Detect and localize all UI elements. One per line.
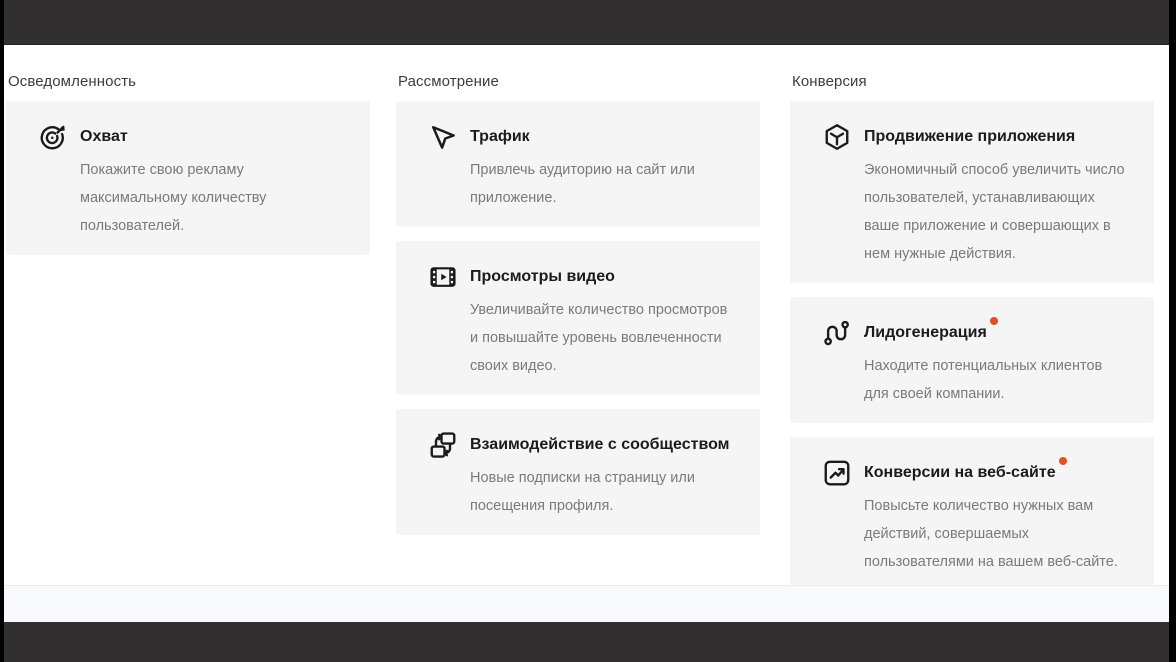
card-description: Увеличивайте количество просмотров и повышайте уровень вовлеченности своих видео. [470,302,728,374]
card-title: Продвижение приложения [864,128,1076,145]
objective-card-reach[interactable] [6,101,370,255]
app-promotion-icon [822,122,852,152]
card-title: Просмотры видео [470,268,615,285]
column-header-consideration: Рассмотрение [398,73,499,90]
card-head [428,430,734,460]
footer-strip [0,585,1176,622]
card-head [38,122,344,152]
card-title: Взаимодействие с сообществом [470,436,730,453]
new-badge-dot [990,317,998,325]
objective-card-traffic[interactable] [396,101,760,227]
objective-column-conversion [790,45,1154,605]
card-title: Охват [80,128,128,145]
card-head [822,122,1128,152]
card-description: Экономичный способ увеличить число пользователей, устанавливающих ваше приложение и совершающих в нем нужные действия. [864,162,1125,262]
card-head [428,122,734,152]
objective-column-consideration [396,45,760,549]
card-description: Повысьте количество нужных вам действий, совершаемых пользователями на вашем веб-сайте. [864,498,1118,570]
bottom-dark-bar [0,622,1176,662]
left-letterbox [0,0,4,662]
new-badge-dot [1059,457,1067,465]
card-head [428,262,734,292]
objective-card-community-interaction[interactable] [396,409,760,535]
objective-card-website-conversions[interactable] [790,437,1154,591]
objective-card-app-promotion[interactable] [790,101,1154,283]
reach-target-icon [38,122,68,152]
card-description: Находите потенциальных клиентов для своей компании. [864,358,1103,402]
top-dark-bar [0,0,1176,45]
card-title: Конверсии на веб-сайте [864,462,1067,484]
lead-generation-icon [822,318,852,348]
right-letterbox [1169,0,1176,662]
card-description: Новые подписки на страницу или посещения профиля. [470,470,695,514]
card-title: Лидогенерация [864,322,998,344]
objective-column-awareness [6,45,370,269]
column-header-conversion: Конверсия [792,73,867,90]
traffic-cursor-icon [428,122,458,152]
video-views-icon [428,262,458,292]
card-description: Привлечь аудиторию на сайт или приложение. [470,162,695,206]
objective-card-lead-generation[interactable] [790,297,1154,423]
website-conversions-icon [822,458,852,488]
card-title: Трафик [470,128,530,145]
card-head [822,458,1128,488]
card-description: Покажите свою рекламу максимальному количеству пользователей. [80,162,267,234]
community-interaction-icon [428,430,458,460]
objective-card-video-views[interactable] [396,241,760,395]
column-header-awareness: Осведомленность [8,73,137,90]
card-head [822,318,1128,348]
